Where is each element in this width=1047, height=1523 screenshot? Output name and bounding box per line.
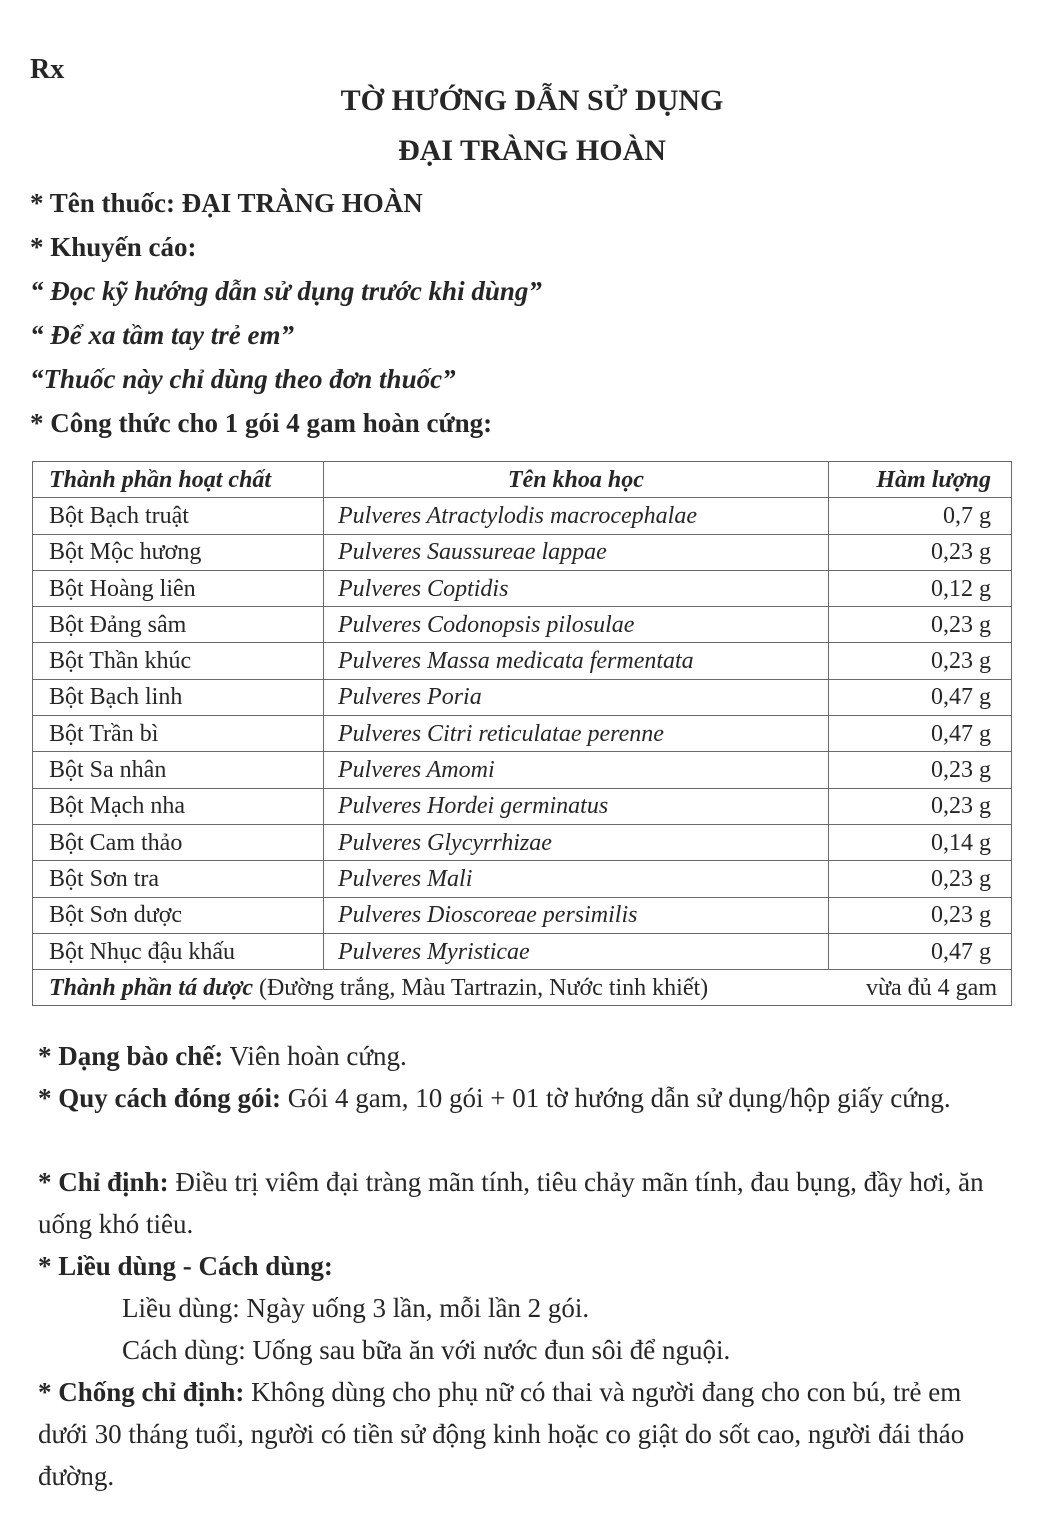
usage-section bbox=[38, 1245, 1013, 1371]
indications-label: * Chỉ định: bbox=[38, 1167, 169, 1197]
table-row bbox=[33, 897, 1012, 933]
ingredient-cell: Bột Mộc hương bbox=[33, 534, 324, 570]
table-row bbox=[33, 824, 1012, 860]
column-header-scientific-name: Tên khoa học bbox=[323, 462, 828, 498]
ingredient-cell: Bột Bạch truật bbox=[33, 498, 324, 534]
warning-item: “Thuốc này chỉ dùng theo đơn thuốc” bbox=[30, 364, 456, 394]
indications-section bbox=[38, 1161, 1013, 1245]
ingredient-cell: Bột Nhục đậu khấu bbox=[33, 933, 324, 969]
ingredient-cell: Bột Cam thảo bbox=[33, 824, 324, 860]
scientific-name-cell: Pulveres Saussureae lappae bbox=[323, 534, 828, 570]
column-header-ingredient: Thành phần hoạt chất bbox=[33, 462, 324, 498]
usage-method: Cách dùng: Uống sau bữa ăn với nước đun sôi để nguội. bbox=[122, 1335, 731, 1365]
scientific-name-cell: Pulveres Coptidis bbox=[323, 570, 828, 606]
indications-value: Điều trị viêm đại tràng mãn tính, tiêu chảy mãn tính, đau bụng, đầy hơi, ăn uống khó tiêu. bbox=[38, 1167, 984, 1239]
amount-cell: 0,23 g bbox=[828, 643, 1011, 679]
amount-cell: 0,23 g bbox=[828, 897, 1011, 933]
excipients-detail: (Đường trắng, Màu Tartrazin, Nước tinh khiết) bbox=[252, 974, 709, 1001]
amount-cell: 0,23 g bbox=[828, 607, 1011, 643]
table-row bbox=[33, 607, 1012, 643]
excipients-label: Thành phần tá dược bbox=[49, 974, 253, 1001]
amount-cell: 0,47 g bbox=[828, 933, 1011, 969]
packaging-label: * Quy cách đóng gói: bbox=[38, 1083, 282, 1113]
dosage-form-section bbox=[38, 1035, 1013, 1077]
packaging-section bbox=[38, 1077, 1013, 1119]
drug-name-value: ĐẠI TRÀNG HOÀN bbox=[181, 188, 423, 218]
ingredient-cell: Bột Bạch linh bbox=[33, 679, 324, 715]
table-row bbox=[33, 643, 1012, 679]
document-title: TỜ HƯỚNG DẪN SỬ DỤNG bbox=[340, 84, 724, 117]
amount-cell: 0,23 g bbox=[828, 788, 1011, 824]
amount-cell: 0,12 g bbox=[828, 570, 1011, 606]
ingredient-cell: Bột Sa nhân bbox=[33, 752, 324, 788]
scientific-name-cell: Pulveres Dioscoreae persimilis bbox=[323, 897, 828, 933]
table-row bbox=[33, 788, 1012, 824]
table-row bbox=[33, 752, 1012, 788]
usage-label: * Liều dùng - Cách dùng: bbox=[38, 1251, 333, 1281]
amount-cell: 0,23 g bbox=[828, 752, 1011, 788]
contraindications-value: Không dùng cho phụ nữ có thai và người đang cho con bú, trẻ em dưới 30 tháng tuổi, người có tiền sử động kinh hoặc co giật do sốt cao, người đái tháo đường. bbox=[38, 1377, 965, 1491]
warning-item: “ Để xa tầm tay trẻ em” bbox=[30, 320, 294, 350]
scientific-name-cell: Pulveres Hordei germinatus bbox=[323, 788, 828, 824]
scientific-name-cell: Pulveres Massa medicata fermentata bbox=[323, 643, 828, 679]
excipients-amount: vừa đủ 4 gam bbox=[866, 974, 997, 1001]
table-row bbox=[33, 716, 1012, 752]
scientific-name-cell: Pulveres Glycyrrhizae bbox=[323, 824, 828, 860]
usage-dosage: Liều dùng: Ngày uống 3 lần, mỗi lần 2 gói. bbox=[122, 1293, 590, 1323]
amount-cell: 0,47 g bbox=[828, 716, 1011, 752]
formula-table-body bbox=[33, 498, 1012, 970]
ingredient-cell: Bột Thần khúc bbox=[33, 643, 324, 679]
scientific-name-cell: Pulveres Poria bbox=[323, 679, 828, 715]
warning-item: “ Đọc kỹ hướng dẫn sử dụng trước khi dùng” bbox=[30, 276, 542, 306]
table-row bbox=[33, 861, 1012, 897]
ingredient-cell: Bột Sơn dược bbox=[33, 897, 324, 933]
scientific-name-cell: Pulveres Amomi bbox=[323, 752, 828, 788]
rx-mark: Rx bbox=[30, 54, 65, 85]
drug-name-label: * Tên thuốc: bbox=[30, 188, 182, 218]
ingredient-cell: Bột Trần bì bbox=[33, 716, 324, 752]
table-row bbox=[33, 534, 1012, 570]
scientific-name-cell: Pulveres Atractylodis macrocephalae bbox=[323, 498, 828, 534]
packaging-value: Gói 4 gam, 10 gói + 01 tờ hướng dẫn sử dụng/hộp giấy cứng. bbox=[281, 1083, 951, 1113]
table-row bbox=[33, 498, 1012, 534]
ingredient-cell: Bột Hoàng liên bbox=[33, 570, 324, 606]
contraindications-section bbox=[38, 1371, 1013, 1497]
amount-cell: 0,14 g bbox=[828, 824, 1011, 860]
scientific-name-cell: Pulveres Myristicae bbox=[323, 933, 828, 969]
drug-name-line bbox=[30, 188, 423, 219]
column-header-amount: Hàm lượng bbox=[828, 462, 1011, 498]
table-row bbox=[33, 679, 1012, 715]
dosage-form-value: Viên hoàn cứng. bbox=[223, 1041, 407, 1071]
scientific-name-cell: Pulveres Citri reticulatae perenne bbox=[323, 716, 828, 752]
warnings-label: * Khuyến cáo: bbox=[30, 232, 197, 262]
amount-cell: 0,47 g bbox=[828, 679, 1011, 715]
dosage-form-label: * Dạng bào chế: bbox=[38, 1041, 224, 1071]
excipients-row bbox=[33, 970, 1012, 1006]
scientific-name-cell: Pulveres Mali bbox=[323, 861, 828, 897]
formula-table bbox=[32, 461, 1012, 1006]
scientific-name-cell: Pulveres Codonopsis pilosulae bbox=[323, 607, 828, 643]
table-row bbox=[33, 570, 1012, 606]
excipients-cell bbox=[33, 970, 1012, 1006]
table-row bbox=[33, 933, 1012, 969]
amount-cell: 0,23 g bbox=[828, 534, 1011, 570]
ingredient-cell: Bột Đảng sâm bbox=[33, 607, 324, 643]
amount-cell: 0,7 g bbox=[828, 498, 1011, 534]
ingredient-cell: Bột Mạch nha bbox=[33, 788, 324, 824]
product-title: ĐẠI TRÀNG HOÀN bbox=[398, 134, 666, 167]
contraindications-label: * Chống chỉ định: bbox=[38, 1377, 245, 1407]
table-header-row bbox=[33, 462, 1012, 498]
formula-label: * Công thức cho 1 gói 4 gam hoàn cứng: bbox=[30, 408, 493, 438]
amount-cell: 0,23 g bbox=[828, 861, 1011, 897]
ingredient-cell: Bột Sơn tra bbox=[33, 861, 324, 897]
